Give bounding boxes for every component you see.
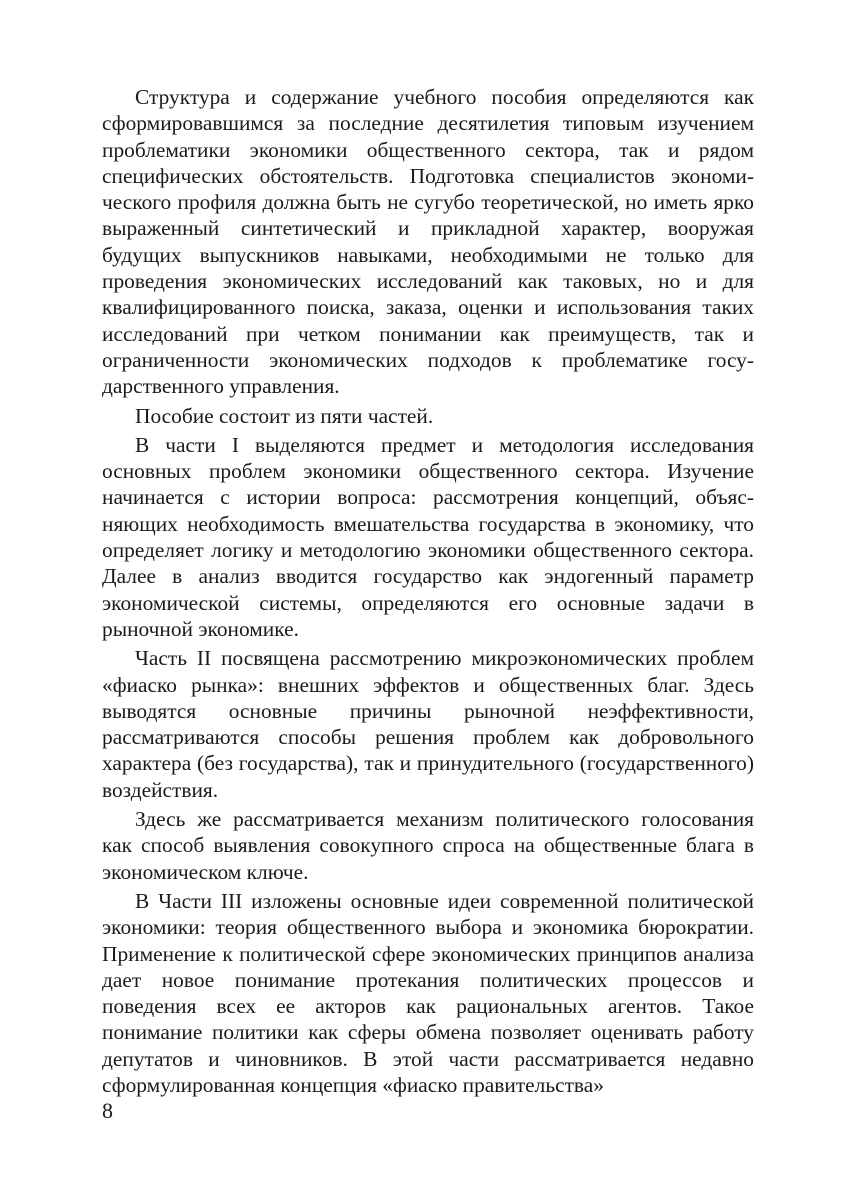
paragraph-voting: Здесь же рассматривается механизм политического голосования как способ выявления совокупного спроса на общественные блага в экономическом ключе. [102, 807, 754, 884]
paragraph-structure: Структура и содержание учебного пособия определяются как сформировавшимся за последние десятилетия типовым изучением проблематики экономики общественного сектора, так и рядом специфических обстоятельств. Подготовка специалистов экономического профиля должна быть не сугубо теоретической, но иметь ярко выраженный синтетический и прикладной характер, вооружая будущих выпускников навыками, необходимыми не только для проведения экономических исследований как таковых, но и для квалифицированного поиска, заказа, оценки и использования таких исследований при четком понимании как преимуществ, так и ограниченности экономических подходов к проблематике государственного управления. [102, 85, 754, 399]
paragraph-part-1: В части I выделяются предмет и методология исследования основных проблем экономики общественного сектора. Изучение начинается с истории вопроса: рассмотрения концепций, объясняющих необходимость вмешательства государства в экономику, что определяет логику и методологию экономики общественного сектора. Далее в анализ вводится государство как эндогенный параметр экономической системы, определяются его основные задачи в рыночной экономике. [102, 432, 754, 641]
page-number: 8 [102, 1098, 113, 1123]
paragraph-parts-count: Пособие состоит из пяти частей. [135, 403, 434, 428]
paragraph-part-2: Часть II посвящена рассмотрению микроэкономических проблем «фиаско рынка»: внешних эффектов и общественных благ. Здесь выводятся основные причины рыночной неэффективности, рассматриваются способы решения проблем как добровольного характера (без государства), так и принудительного (государственного) воздействия. [102, 646, 754, 802]
paragraph-part-3: В Части III изложены основные идеи современной политической экономики: теория общественного выбора и экономика бюрократии. Применение к политической сфере экономических принципов анализа дает новое понимание протекания политических процессов и поведения всех ее акторов как рациональных агентов. Такое понимание политики как сферы обмена позволяет оценивать работу депутатов и чиновников. В этой части рассматривается недавно сформулированная концепция «фиаско правительства» [102, 888, 754, 1097]
page-body [102, 84, 754, 1098]
